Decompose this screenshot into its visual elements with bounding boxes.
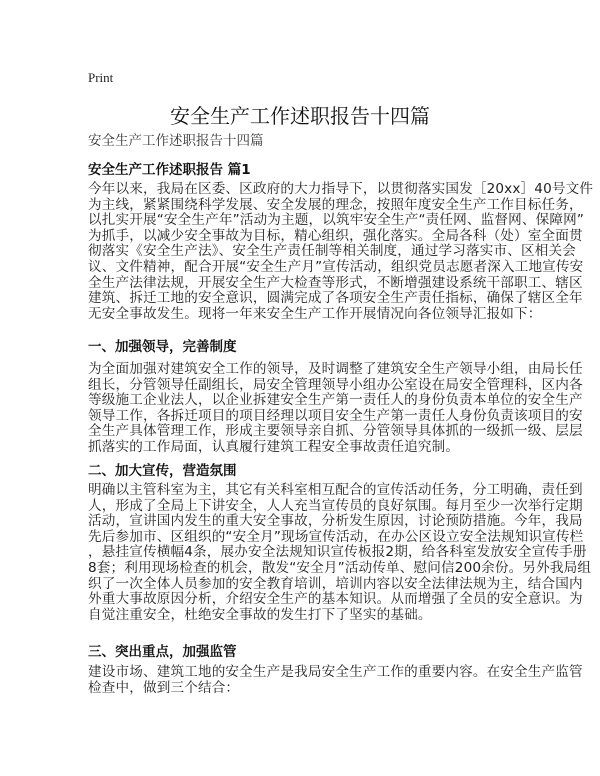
text-line: 外重大事故原因分析，介绍安全生产的基本知识。从而增强了全员的安全意识。为 [88,591,583,608]
text-line: 为全面加强对建筑安全工作的领导，及时调整了建筑安全生产领导小组，由局长任 [88,361,583,377]
text-line: 以扎实开展“安全生产年”活动为主题，以筑牢安全生产“责任网、监督网、保障网” [88,212,585,229]
document-subtitle: 安全生产工作述职报告十四篇 [88,133,264,149]
text-line: 全生产具体管理工作，形成主要领导亲自抓、分管领导具体抓的一级抓一级、层层 [88,423,583,440]
paragraph-3 [88,665,583,696]
section-heading: 安全生产工作述职报告 篇1 [88,162,251,178]
text-line: 议、文件精神，配合开展“安全生产月”宣传活动，组织党员志愿者深入工地宣传安 [88,258,584,275]
text-line: 全生产法律法规，开展安全生产大检查等形式，不断增强建设系统干部职工、辖区 [88,274,583,291]
intro-paragraph [88,182,593,322]
text-line: 活动，宣讲国内发生的重大安全事故，分析发生原因，讨论预防措施。今年，我局 [88,513,583,530]
text-line: 人，形成了全局上下讲安全，人人充当宣传员的良好氛围。每月至少一次举行定期 [88,497,583,514]
text-line: 今年以来，我局在区委、区政府的大力指导下，以贯彻落实国发［20xx］40号文件 [88,181,594,197]
text-line: 8套；利用现场检查的机会，散发“安全月”活动传单、慰问信200余份。另外我局组 [88,559,592,576]
text-line: 明确以主管科室为主，其它有关科室相互配合的宣传活动任务，分工明确，责任到 [88,482,583,498]
paragraph-2 [88,483,591,623]
text-line: 为抓手，以减少安全事故为目标，精心组织，强化落实。全局各科（处）室全面贯 [88,227,583,244]
text-line: 彻落实《安全生产法》、安全生产责任制等相关制度，通过学习落实市、区相关会 [88,243,576,260]
text-line: 建筑、拆迁工地的安全意识，圆满完成了各项安全生产责任指标，确保了辖区全年 [88,290,583,307]
text-line: 等级施工企业法人，以企业拆建安全生产第一责任人的身份负责本单位的安全生产 [88,392,583,409]
text-line: 抓落实的工作局面，认真履行建筑工程安全事故责任追究制。 [88,438,460,455]
text-line: 检查中，做到三个结合： [88,679,240,696]
heading-3: 三、突出重点，加强监管 [88,644,237,660]
page-title: 安全生产工作述职报告十四篇 [170,104,430,128]
text-line: 组长，分管领导任副组长，局安全管理领导小组办公室设在局安全管理科，区内各 [88,376,583,393]
paragraph-1 [88,362,583,456]
heading-2: 二、加大宣传，营造氛围 [88,463,237,479]
print-link[interactable]: Print [88,70,114,85]
text-line: ，悬挂宣传横幅4条，展办安全法规知识宣传板报2期，给各科室发放安全宣传手册 [88,544,587,561]
text-line: 先后参加市、区组织的“安全月”现场宣传活动，在办公区设立安全法规知识宣传栏 [88,528,584,545]
text-line: 为主线，紧紧围绕科学发展、安全发展的理念，按照年度安全生产工作目标任务， [88,196,583,213]
text-line: 织了一次全体人员参加的安全教育培训，培训内容以安全法律法规为主，结合国内 [88,575,583,592]
heading-1: 一、加强领导，完善制度 [88,339,237,355]
text-line: 无安全事故发生。现将一年来安全生产工作开展情况向各位领导汇报如下： [88,305,542,322]
text-line: 自觉注重安全，杜绝安全事故的发生打下了坚实的基础。 [88,606,432,623]
text-line: 领导工作，各拆迁项目的项目经理以项目安全生产第一责任人身份负责该项目的安 [88,407,583,424]
text-line: 建设市场、建筑工地的安全生产是我局安全生产工作的重要内容。在安全生产监管 [88,664,583,680]
